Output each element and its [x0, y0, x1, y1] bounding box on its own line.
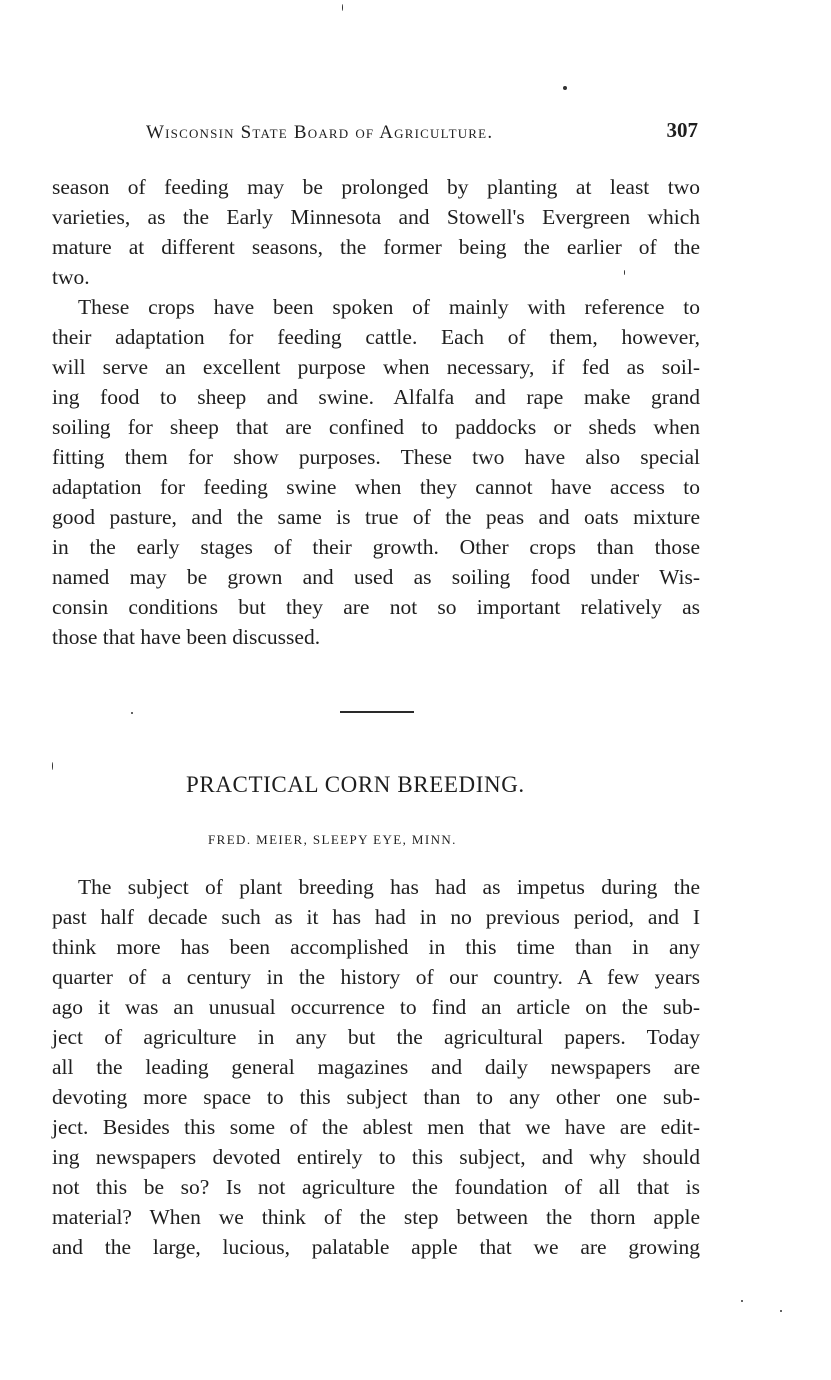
scan-speck: [52, 762, 53, 770]
text-line: season of feeding may be prolonged by planting at least two: [52, 175, 700, 199]
section-divider: [340, 711, 414, 713]
running-title: Wisconsin State Board of Agriculture.: [146, 122, 494, 143]
text-line: ing food to sheep and swine. Alfalfa and rape make grand: [52, 385, 700, 409]
text-line: soiling for sheep that are confined to paddocks or sheds when: [52, 415, 700, 439]
paragraph-crops: [52, 292, 700, 652]
text-line: fitting them for show purposes. These two have also special: [52, 445, 700, 469]
text-line: ago it was an unusual occurrence to find an article on the sub-: [52, 995, 700, 1019]
text-line: good pasture, and the same is true of the peas and oats mixture: [52, 505, 700, 529]
text-line: all the leading general magazines and daily newspapers are: [52, 1055, 700, 1079]
scan-speck: [342, 4, 343, 11]
text-line: ing newspapers devoted entirely to this subject, and why should: [52, 1145, 700, 1169]
text-line: in the early stages of their growth. Other crops than those: [52, 535, 700, 559]
text-line: ject of agriculture in any but the agricultural papers. Today: [52, 1025, 700, 1049]
text-line: adaptation for feeding swine when they cannot have access to: [52, 475, 700, 499]
scan-speck: [563, 86, 567, 90]
text-line: The subject of plant breeding has had as impetus during the: [78, 875, 700, 899]
text-line: mature at different seasons, the former being the earlier of the: [52, 235, 700, 259]
running-head: [146, 118, 698, 152]
scan-speck: [624, 270, 625, 275]
text-line: their adaptation for feeding cattle. Each of them, however,: [52, 325, 700, 349]
text-line: ject. Besides this some of the ablest men that we have are edit-: [52, 1115, 700, 1139]
text-line: varieties, as the Early Minnesota and Stowell's Evergreen which: [52, 205, 700, 229]
text-line: those that have been discussed.: [52, 625, 321, 649]
scan-speck: [741, 1300, 743, 1302]
text-line: named may be grown and used as soiling food under Wis-: [52, 565, 700, 589]
page-number: 307: [666, 118, 698, 142]
text-line: material? When we think of the step between the thorn apple: [52, 1205, 700, 1229]
text-line: past half decade such as it has had in no previous period, and I: [52, 905, 700, 929]
scan-speck: [131, 712, 133, 714]
article-title: PRACTICAL CORN BREEDING.: [186, 772, 525, 797]
text-line: and the large, lucious, palatable apple that we are growing: [52, 1235, 700, 1259]
text-line: devoting more space to this subject than to any other one sub-: [52, 1085, 700, 1109]
paragraph-continued: [52, 172, 700, 292]
text-line: not this be so? Is not agriculture the foundation of all that is: [52, 1175, 700, 1199]
text-line: These crops have been spoken of mainly with reference to: [78, 295, 700, 319]
text-line: consin conditions but they are not so important relatively as: [52, 595, 700, 619]
text-line: two.: [52, 265, 90, 289]
text-line: will serve an excellent purpose when necessary, if fed as soil-: [52, 355, 700, 379]
article-byline: FRED. MEIER, SLEEPY EYE, MINN.: [208, 832, 457, 847]
text-line: quarter of a century in the history of our country. A few years: [52, 965, 700, 989]
scan-speck: [780, 1310, 782, 1312]
text-line: think more has been accomplished in this time than in any: [52, 935, 700, 959]
paragraph-plant-breeding: [52, 872, 700, 1262]
